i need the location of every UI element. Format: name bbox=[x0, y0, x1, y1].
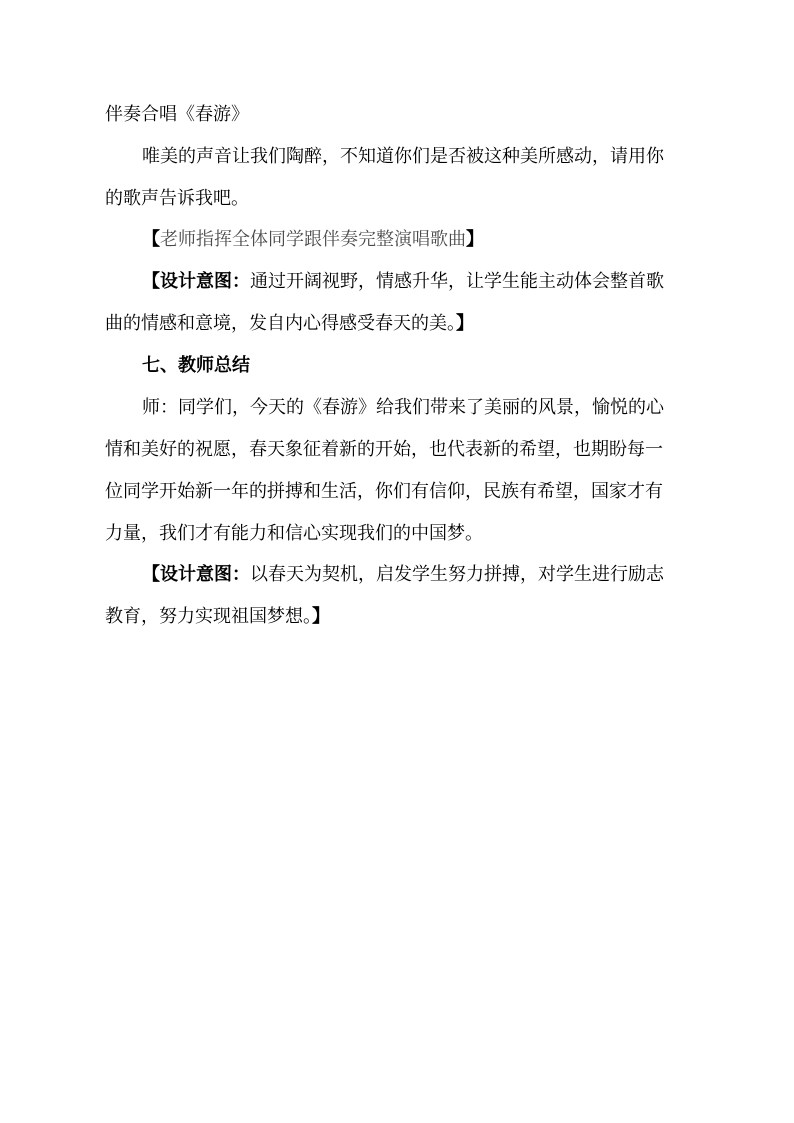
design-intent-line bbox=[105, 312, 794, 336]
bracket-close: 】 bbox=[312, 606, 330, 627]
design-intent-line bbox=[142, 270, 794, 294]
paragraph-line: 力量，我们才有能力和信心实现我们的中国梦。 bbox=[105, 523, 483, 544]
paragraph-line: 位同学开始新一年的拼搏和生活，你们有信仰，民族有希望，国家才有 bbox=[105, 481, 663, 502]
bracket-close: 】 bbox=[466, 229, 484, 250]
design-intent-line bbox=[142, 563, 794, 587]
section-heading: 七、教师总结 bbox=[142, 355, 250, 376]
design-intent-text: 通过开阔视野，情感升华，让学生能主动体会整首歌 bbox=[250, 271, 664, 292]
design-intent-line bbox=[105, 605, 794, 629]
paragraph-line: 唯美的声音让我们陶醉，不知道你们是否被这种美所感动，请用你 bbox=[142, 146, 664, 167]
activity-note-text: 老师指挥全体同学跟伴奏完整演唱歌曲 bbox=[160, 229, 466, 250]
bracket-close: 】 bbox=[456, 313, 474, 334]
design-intent-label: 【设计意图： bbox=[142, 564, 250, 585]
design-intent-text: 曲的情感和意境，发自内心得感受春天的美。 bbox=[105, 313, 456, 334]
paragraph-line: 的歌声告诉我吧。 bbox=[105, 188, 249, 209]
design-intent-text: 以春天为契机，启发学生努力拼搏，对学生进行励志 bbox=[250, 564, 664, 585]
paragraph-line: 情和美好的祝愿，春天象征着新的开始，也代表新的希望，也期盼每一 bbox=[105, 439, 663, 460]
paragraph-line: 伴奏合唱《春游》 bbox=[105, 104, 249, 125]
paragraph-line: 师：同学们，今天的《春游》给我们带来了美丽的风景，愉悦的心 bbox=[142, 397, 664, 418]
activity-note bbox=[142, 228, 794, 252]
bracket-open: 【 bbox=[142, 229, 160, 250]
design-intent-label: 【设计意图： bbox=[142, 271, 250, 292]
design-intent-text: 教育，努力实现祖国梦想。 bbox=[105, 606, 312, 627]
